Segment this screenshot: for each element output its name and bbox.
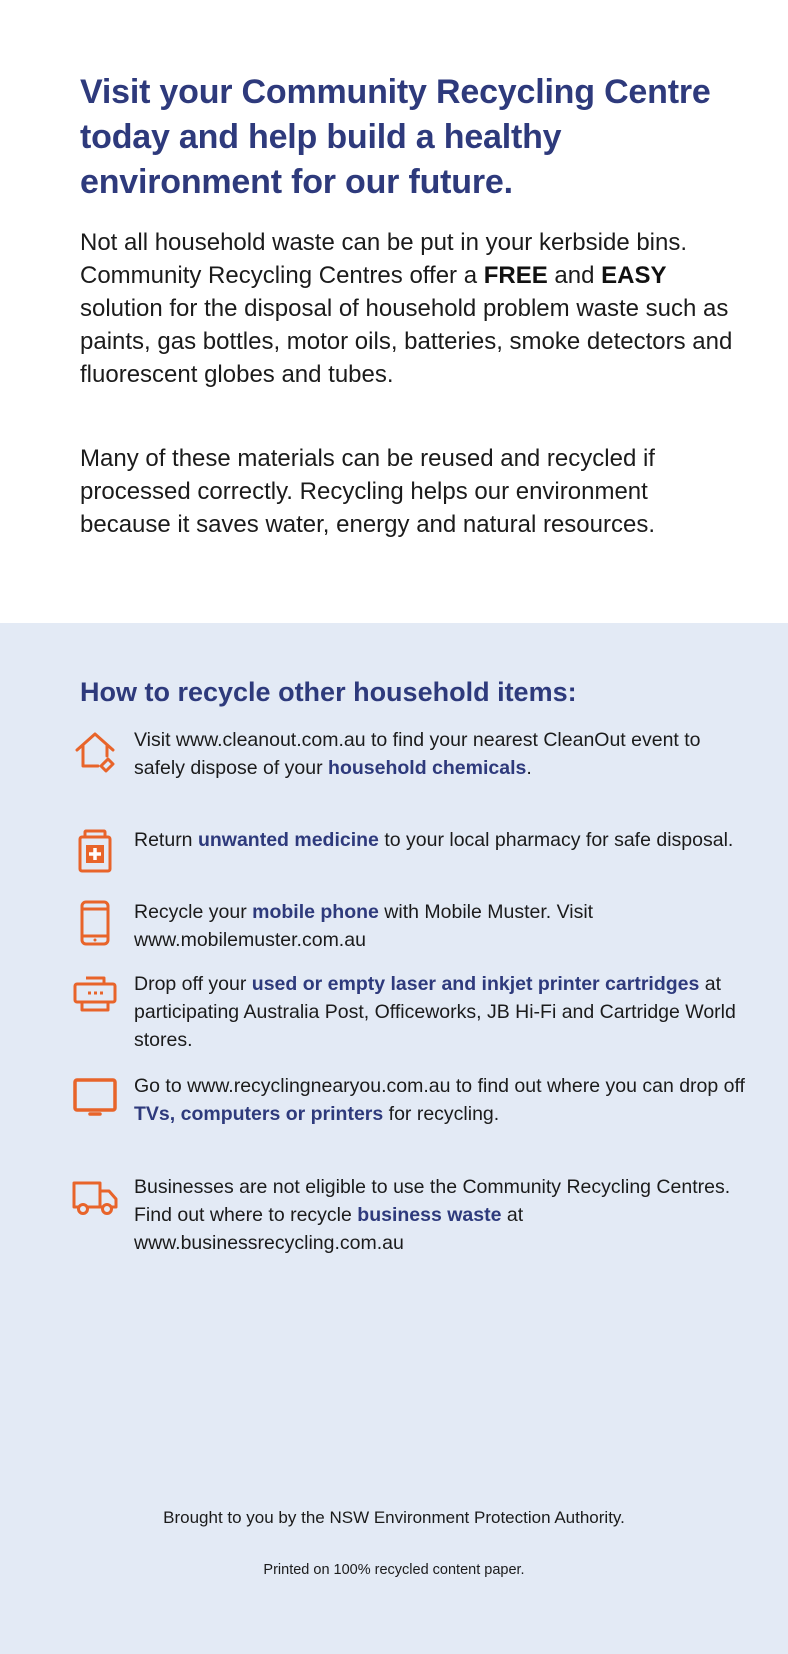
truck-icon (72, 1175, 118, 1221)
intro-paragraph-2: Many of these materials can be reused and recycled if processed correctly. Recycling helps our environment because it saves water, energy and natural resources. (80, 445, 655, 538)
printer-cartridge-icon (72, 972, 118, 1018)
intro-section (0, 0, 788, 623)
page-headline: Visit your Community Recycling Centre today and help build a healthy environment for our future. (80, 73, 711, 201)
highlight: mobile phone (252, 901, 379, 923)
highlight: used or empty laser and inkjet printer cartridges (251, 973, 700, 995)
highlight: business waste (357, 1204, 502, 1226)
recycle-section: How to recycle other household items: Visit www.cleanout.com.au to find your nearest CleanOut event to safely dispose of your household chemicals. Return unwanted medicine to your local pharmacy for safe disposal. Recycle your mobile phone with Mobile Muster. Visit www.mobilemuster.com.au Drop off your used or empty laser and inkjet printer cartridges at participating Australia Post, Officeworks, JB Hi-Fi and Cartridge World stores. Go to www.recyclingnearyou.com.au to find out where you can drop off TVs, computers or printers for recycling. Businesses are not eligible to use the Community Recycling Centres. Find out where to recycle business waste at www.businessrecycling.com.au Brought to you by the NSW Environment Protection Authority. Printed on 100% recycled content paper. (0, 623, 788, 1654)
free-emphasis: FREE (483, 262, 548, 289)
credit-line: Brought to you by the NSW Environment Protection Authority. (163, 1508, 625, 1527)
printed-note: Printed on 100% recycled content paper. (263, 1562, 525, 1578)
mobile-phone-icon (72, 900, 118, 946)
house-icon (72, 728, 118, 774)
recycle-heading: How to recycle other household items: (80, 677, 577, 707)
highlight: household chemicals (328, 757, 527, 779)
highlight: unwanted medicine (197, 829, 379, 851)
easy-emphasis: EASY (601, 262, 667, 289)
medicine-icon (72, 828, 118, 874)
highlight: TVs, computers or printers (134, 1103, 384, 1125)
intro-paragraph-1: Not all household waste can be put in your kerbside bins. Community Recycling Centres offer a FREE and EASY solution for the disposal of household problem waste such as paints, gas bottles, motor oils, batteries, smoke detectors and fluorescent globes and tubes. (80, 229, 733, 388)
monitor-icon (72, 1074, 118, 1120)
